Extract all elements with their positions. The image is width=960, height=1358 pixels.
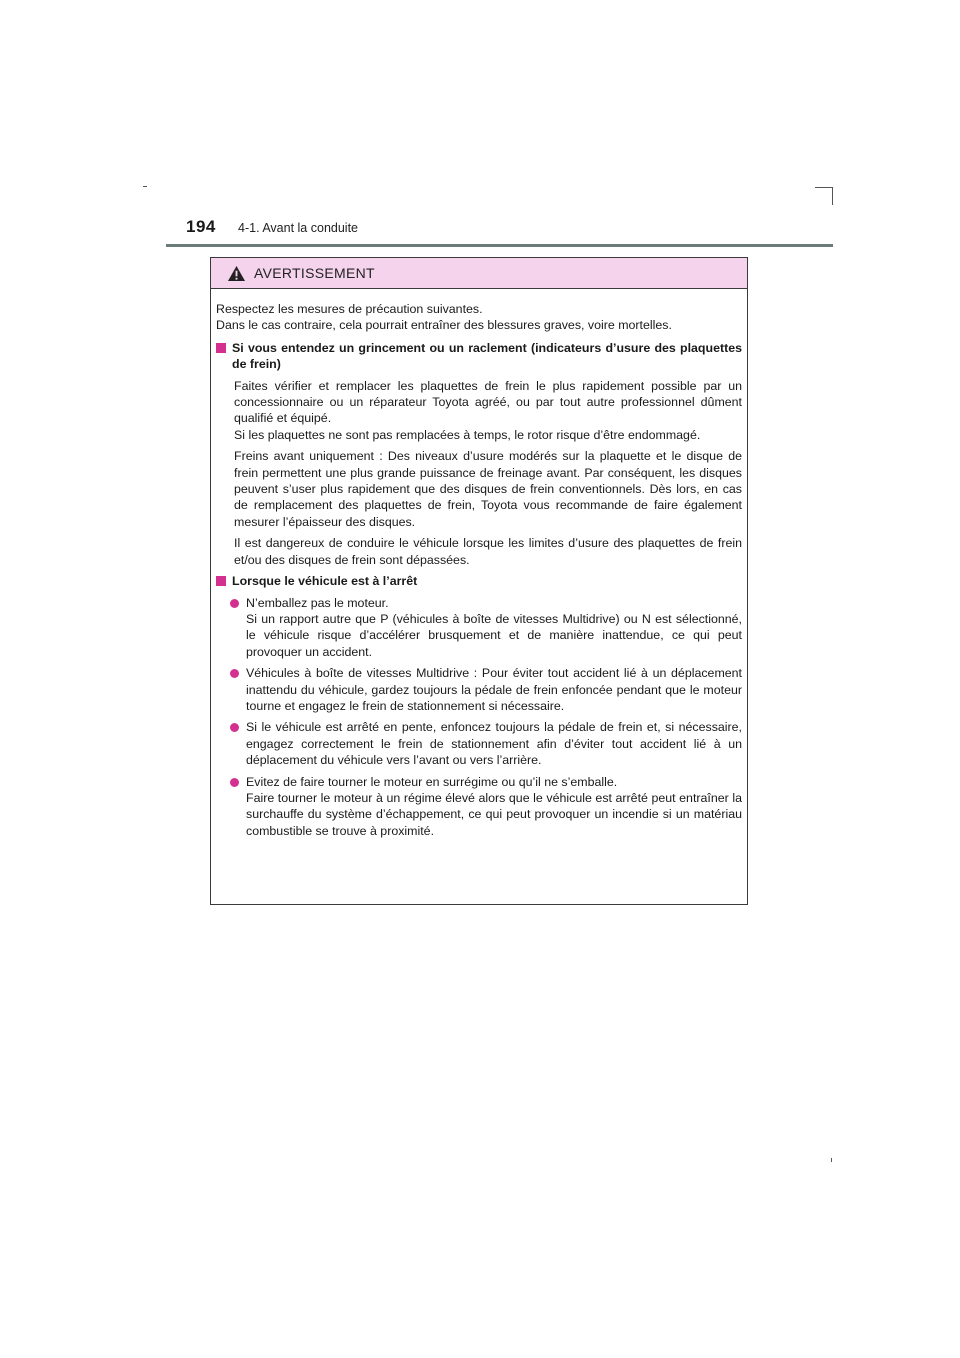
section-heading — [216, 573, 742, 589]
intro-line: Dans le cas contraire, cela pourrait entraîner des blessures graves, voire mortelles. — [216, 318, 672, 333]
warning-intro — [216, 301, 742, 334]
section-paragraph: Il est dangereux de conduire le véhicule lorsque les limites d’usure des plaquettes de frein et/ou des disques de frein sont dépassées. — [234, 536, 742, 567]
bullet-line: Si le véhicule est arrêté en pente, enfoncez toujours la pédale de frein et, si nécessaire, engagez correctement le frein de stationnement afin d’éviter tout accident lié à un déplacement du véhicule vers l’avant ou vers l’arrière. — [246, 720, 742, 768]
warning-body — [211, 289, 747, 839]
section-paragraph — [234, 378, 742, 444]
bullet-line: Véhicules à boîte de vitesses Multidrive : Pour éviter tout accident lié à un déplacement inattendu du véhicule, gardez toujours la pédale de frein enfoncée pendant que le moteur tourne et engagez le frein de stationnement si nécessaire. — [246, 666, 742, 713]
circle-bullet-icon — [230, 723, 239, 732]
list-item — [230, 665, 742, 714]
intro-line: Respectez les mesures de précaution suivantes. — [216, 302, 483, 316]
page-header — [0, 0, 960, 250]
list-item-text — [246, 774, 742, 840]
bullet-line: Si un rapport autre que P (véhicules à boîte de vitesses Multidrive) ou N est sélectionné, le véhicule risque d’accélérer brusquement et de manière inattendue, ce qui peut provoquer un accident. — [246, 611, 742, 659]
list-item-text — [246, 719, 742, 768]
list-item — [230, 719, 742, 768]
section-title: 4-1. Avant la conduite — [238, 221, 358, 235]
page-number: 194 — [186, 217, 216, 236]
header-rule — [166, 244, 833, 247]
section-heading — [216, 340, 742, 373]
crop-mark-bottom-right — [831, 1158, 832, 1162]
bullet-line: Evitez de faire tourner le moteur en surrégime ou qu’il ne s’emballe. — [246, 774, 618, 789]
circle-bullet-icon — [230, 778, 239, 787]
list-item-text — [246, 665, 742, 714]
square-bullet-icon — [216, 576, 226, 586]
bullet-line: Faire tourner le moteur à un régime élevé alors que le véhicule est arrêté peut entraîner la surchauffe du système d’échappement, ce qui peut provoquer un incendie si un matériau combustible se trouve à proximité. — [246, 790, 742, 838]
list-item — [230, 595, 742, 661]
warning-header — [211, 258, 747, 289]
list-item-text — [246, 595, 742, 661]
circle-bullet-icon — [230, 669, 239, 678]
paragraph-line: Si les plaquettes ne sont pas remplacées à temps, le rotor risque d’être endommagé. — [234, 427, 701, 442]
circle-bullet-icon — [230, 599, 239, 608]
section-heading-text: Lorsque le véhicule est à l’arrêt — [232, 574, 418, 589]
bullet-line: N’emballez pas le moteur. — [246, 595, 389, 610]
warning-box — [210, 257, 748, 905]
warning-triangle-icon — [227, 265, 246, 282]
warning-title: AVERTISSEMENT — [254, 265, 375, 281]
section-heading-text: Si vous entendez un grincement ou un raclement (indicateurs d’usure des plaquettes de frein) — [232, 340, 742, 372]
section-paragraph: Freins avant uniquement : Des niveaux d’usure modérés sur la plaquette et le disque de frein permettent une plus grande puissance de freinage avant. Par conséquent, les disques peuvent s’user plus rapidement que des disques de frein conventionnels. Dès lors, en cas de remplacement des plaquettes de frein, Toyota vous recommande de faire également mesurer l’épaisseur des disques. — [234, 449, 742, 529]
list-item — [230, 774, 742, 840]
square-bullet-icon — [216, 343, 226, 353]
paragraph-line: Faites vérifier et remplacer les plaquettes de frein le plus rapidement possible par un concessionnaire ou un réparateur Toyota agréé, ou par tout autre professionnel dûment qualifié et équipé. — [234, 378, 742, 426]
